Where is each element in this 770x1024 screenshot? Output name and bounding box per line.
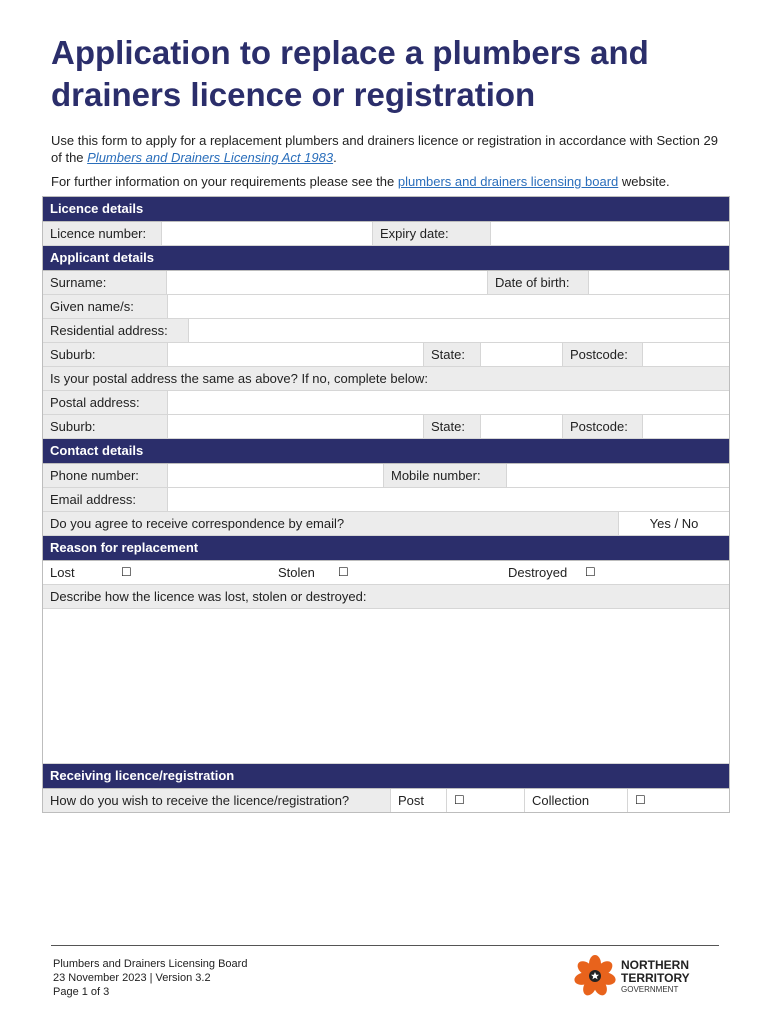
footer-divider bbox=[51, 945, 719, 946]
postal-suburb-label: Suburb: bbox=[43, 415, 168, 438]
intro-text-2-end: website. bbox=[618, 174, 670, 189]
suburb-row bbox=[43, 343, 729, 367]
licence-number-label: Licence number: bbox=[43, 222, 162, 245]
collection-checkbox[interactable]: ☐ bbox=[628, 789, 729, 812]
footer-board: Plumbers and Drainers Licensing Board bbox=[53, 958, 248, 970]
post-checkbox[interactable]: ☐ bbox=[447, 789, 525, 812]
post-label: Post bbox=[391, 789, 447, 812]
given-name-label: Given name/s: bbox=[43, 295, 168, 318]
reason-options-row bbox=[43, 561, 729, 585]
logo-territory: TERRITORY bbox=[621, 971, 690, 985]
receiving-header: Receiving licence/registration bbox=[43, 764, 729, 789]
licence-details-header: Licence details bbox=[43, 197, 729, 222]
intro-text: Use this form to apply for a replacement plumbers and drainers licence or registration in accordance with Section 29 of the bbox=[51, 133, 718, 165]
postal-postcode-field[interactable] bbox=[643, 415, 729, 438]
dob-field[interactable] bbox=[589, 271, 729, 294]
given-name-row bbox=[43, 295, 729, 319]
licence-row bbox=[43, 222, 729, 246]
reason-header: Reason for replacement bbox=[43, 536, 729, 561]
receiving-question: How do you wish to receive the licence/registration? bbox=[43, 789, 391, 812]
footer-page: Page 1 of 3 bbox=[53, 986, 110, 998]
suburb-field[interactable] bbox=[168, 343, 424, 366]
application-form bbox=[42, 196, 730, 813]
phone-label: Phone number: bbox=[43, 464, 168, 487]
postal-suburb-row bbox=[43, 415, 729, 439]
stolen-checkbox[interactable]: ☐ bbox=[338, 561, 501, 584]
destroyed-checkbox[interactable]: ☐ bbox=[585, 561, 729, 584]
collection-label: Collection bbox=[525, 789, 628, 812]
surname-label: Surname: bbox=[43, 271, 167, 294]
intro-paragraph-1 bbox=[51, 132, 731, 166]
postal-postcode-label: Postcode: bbox=[563, 415, 643, 438]
describe-textarea[interactable] bbox=[43, 609, 729, 764]
destroyed-label: Destroyed bbox=[501, 561, 585, 584]
surname-row bbox=[43, 271, 729, 295]
receiving-row bbox=[43, 789, 729, 812]
describe-row bbox=[43, 585, 729, 609]
state-field[interactable] bbox=[481, 343, 563, 366]
postal-address-field[interactable] bbox=[168, 391, 729, 414]
suburb-label: Suburb: bbox=[43, 343, 168, 366]
surname-field[interactable] bbox=[167, 271, 488, 294]
mobile-label: Mobile number: bbox=[384, 464, 507, 487]
given-name-field[interactable] bbox=[168, 295, 729, 318]
residential-row bbox=[43, 319, 729, 343]
contact-details-header: Contact details bbox=[43, 439, 729, 464]
phone-field[interactable] bbox=[168, 464, 384, 487]
nt-government-logo bbox=[573, 954, 703, 998]
email-consent-question: Do you agree to receive correspondence by email? bbox=[43, 512, 619, 535]
stolen-label: Stolen bbox=[271, 561, 338, 584]
state-label: State: bbox=[424, 343, 481, 366]
intro-paragraph-2 bbox=[51, 173, 741, 190]
email-label: Email address: bbox=[43, 488, 168, 511]
email-field[interactable] bbox=[168, 488, 729, 511]
licence-number-field[interactable] bbox=[162, 222, 373, 245]
email-row bbox=[43, 488, 729, 512]
postal-suburb-field[interactable] bbox=[168, 415, 424, 438]
lost-label: Lost bbox=[43, 561, 121, 584]
page-title: Application to replace a plumbers and drainers licence or registration bbox=[51, 34, 649, 113]
applicant-details-header: Applicant details bbox=[43, 246, 729, 271]
postcode-field[interactable] bbox=[643, 343, 729, 366]
postal-state-field[interactable] bbox=[481, 415, 563, 438]
email-consent-yes-no[interactable]: Yes / No bbox=[619, 512, 729, 535]
postal-address-row bbox=[43, 391, 729, 415]
mobile-field[interactable] bbox=[507, 464, 729, 487]
act-link[interactable]: Plumbers and Drainers Licensing Act 1983 bbox=[87, 150, 334, 165]
licensing-board-link[interactable]: plumbers and drainers licensing board bbox=[397, 174, 619, 189]
describe-label: Describe how the licence was lost, stolen or destroyed: bbox=[43, 585, 729, 608]
postal-state-label: State: bbox=[424, 415, 481, 438]
dob-label: Date of birth: bbox=[488, 271, 589, 294]
intro-text-2: For further information on your requirements please see the bbox=[51, 174, 398, 189]
expiry-date-label: Expiry date: bbox=[373, 222, 491, 245]
email-consent-row bbox=[43, 512, 729, 536]
expiry-date-field[interactable] bbox=[491, 222, 729, 245]
residential-address-field[interactable] bbox=[189, 319, 729, 342]
phone-row bbox=[43, 464, 729, 488]
logo-government: GOVERNMENT bbox=[621, 985, 679, 994]
postal-question: Is your postal address the same as above? If no, complete below: bbox=[43, 367, 729, 390]
footer-version: 23 November 2023 | Version 3.2 bbox=[53, 972, 211, 984]
postal-question-row bbox=[43, 367, 729, 391]
residential-address-label: Residential address: bbox=[43, 319, 189, 342]
intro-text-end: . bbox=[333, 150, 337, 165]
postcode-label: Postcode: bbox=[563, 343, 643, 366]
postal-address-label: Postal address: bbox=[43, 391, 168, 414]
desert-rose-icon bbox=[573, 955, 617, 998]
lost-checkbox[interactable]: ☐ bbox=[121, 561, 271, 584]
logo-northern: NORTHERN bbox=[621, 958, 689, 972]
